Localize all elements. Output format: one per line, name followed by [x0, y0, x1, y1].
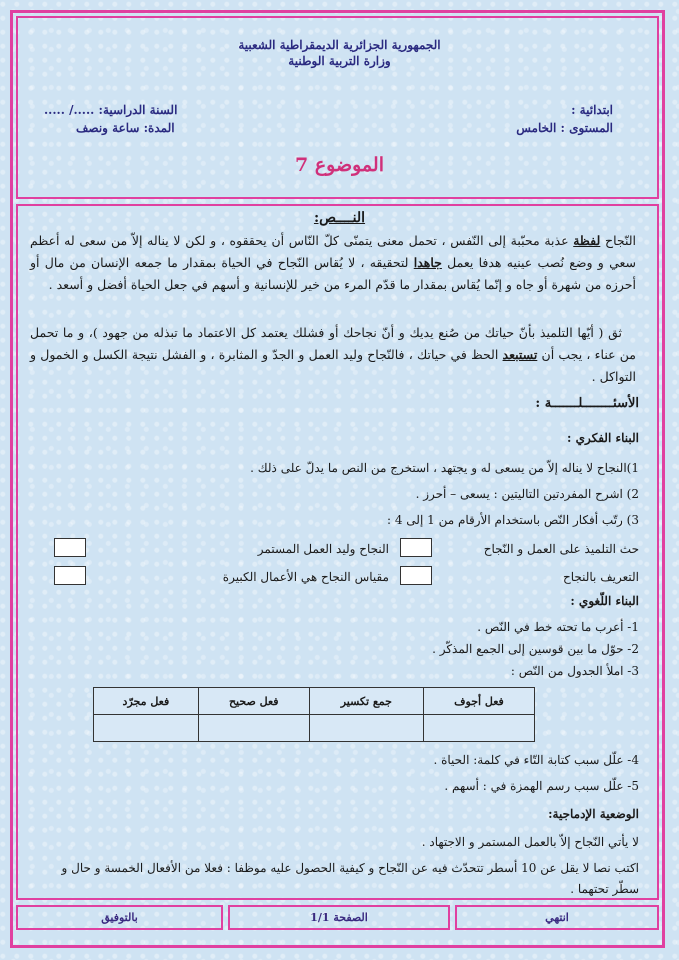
republic-title: الجمهورية الجزائرية الديمقراطية الشعبية — [238, 38, 441, 52]
idea-3-box[interactable] — [400, 566, 432, 585]
duration-label: المدة: ساعة ونصف — [76, 121, 175, 135]
section-intellectual: البناء الفكري : — [566, 431, 639, 445]
question-3: 3) رتّب أفكار النّص باستخدام الأرقام من 1 إلى 4 : — [386, 513, 639, 527]
idea-1-box[interactable] — [400, 538, 432, 557]
level-label: المستوى : الخامس — [516, 121, 613, 135]
ministry-title: وزارة التربية الوطنية — [288, 54, 391, 68]
section-integration: الوضعية الإدماجية: — [548, 807, 639, 821]
paragraph-2 — [30, 322, 636, 388]
underlined-word-1: لفظة — [573, 233, 601, 248]
question-1: 1)النجاح لا يناله إلاّ من يسعى له و يجتهد ، استخرج من النص ما يدلّ على ذلك . — [250, 461, 639, 475]
underlined-word-2: جاهدا — [413, 255, 442, 270]
underlined-word-3: تستبعد — [502, 347, 538, 362]
idea-2: النجاح وليد العمل المستمر — [257, 542, 389, 556]
school-label: ابتدائية : — [571, 103, 613, 117]
idea-1: حث التلميذ على العمل و النّجاح — [483, 542, 639, 556]
idea-4: مقياس النجاح هي الأعمال الكبيرة — [222, 570, 389, 584]
linguistic-q1: 1- أعرب ما تحته خط في النّص . — [477, 620, 639, 634]
idea-2-box[interactable] — [54, 538, 86, 557]
question-2: 2) اشرح المفردتين التاليتين : يسعى – أحرز . — [415, 487, 639, 501]
table-header: فعل صحيح — [198, 688, 309, 715]
table-cell[interactable] — [198, 715, 309, 742]
topic-title: الموضوع 7 — [294, 154, 384, 176]
table-header: فعل مجرّد — [94, 688, 199, 715]
table-cell[interactable] — [423, 715, 534, 742]
table-header: فعل أجوف — [423, 688, 534, 715]
footer-luck: بالتوفيق — [16, 905, 223, 930]
footer-end: انتهي — [455, 905, 659, 930]
section-linguistic: البناء اللّغوي : — [570, 594, 639, 608]
table-cell[interactable] — [309, 715, 423, 742]
year-label: السنة الدراسية: ...../ ..... — [44, 103, 178, 117]
integration-text: لا يأتي النّجاح إلاّ بالعمل المستمر و الاجتهاد . — [421, 835, 639, 849]
fill-table — [93, 687, 535, 742]
table-header-row — [94, 688, 535, 715]
p1-part-b: عذبة محبّبة إلى النّفس ، تحمل معنى يتمنّى كلّ النّاس أن يحققوه ، و لكن لا يناله إلاّ من سعى له أعظم سعي و وضع نُصب عينيه هدفا يعمل — [30, 233, 636, 270]
linguistic-q5: 5- علّل سبب رسم الهمزة في : أسهم . — [444, 779, 639, 793]
integration-task: اكتب نصا لا يقل عن 10 أسطر تتحدّث فيه عن النّجاح و كيفية الحصول عليه موظفا : فعلا من الأفعال الخمسة و حال و سطّر تحتهما . — [61, 861, 639, 896]
table-cell[interactable] — [94, 715, 199, 742]
table-header: جمع تكسير — [309, 688, 423, 715]
paragraph-1 — [30, 230, 636, 296]
idea-4-box[interactable] — [54, 566, 86, 585]
linguistic-q4: 4- علّل سبب كتابة التّاء في كلمة: الحياة . — [433, 753, 639, 767]
p1-part-c: لتحقيقه ، لا يُقاس النّجاح في الحياة بمقدار ما جمعه الإنسان من مال أو أحرزه من شهرة أو جاه و إنّما يُقاس بمقدار ما قدّم المرء من خير للإنسانية و أسهم في جعل الحياة أفضل و أسعد . — [30, 255, 636, 292]
p2-part-b: الحظ في حياتك ، فالنّجاح وليد العمل و الجدّ و المثابرة ، و الفشل نتيجة الكسل و الخمول و التواكل . — [30, 347, 636, 384]
footer-page: الصفحة 1/1 — [228, 905, 450, 930]
linguistic-q2: 2- حوّل ما بين قوسين إلى الجمع المذكّر . — [432, 642, 639, 656]
p1-part-a: النّجاح — [600, 233, 636, 248]
linguistic-q3: 3- املأ الجدول من النّص : — [510, 664, 639, 678]
text-title: النــــص: — [313, 210, 366, 226]
questions-title: الأسئــــــــلـــــــة : — [535, 396, 639, 411]
p2-part-a: ثق ( أيّها التلميذ بأنّ حياتك من صُنع يديك و أنّ نجاحك أو فشلك يعتمد كل الاعتماد ما تبذله من جهود )، و ما تحمل من عناء ، يجب أن — [30, 325, 637, 362]
idea-3: التعريف بالنجاح — [562, 570, 639, 584]
table-row — [94, 715, 535, 742]
